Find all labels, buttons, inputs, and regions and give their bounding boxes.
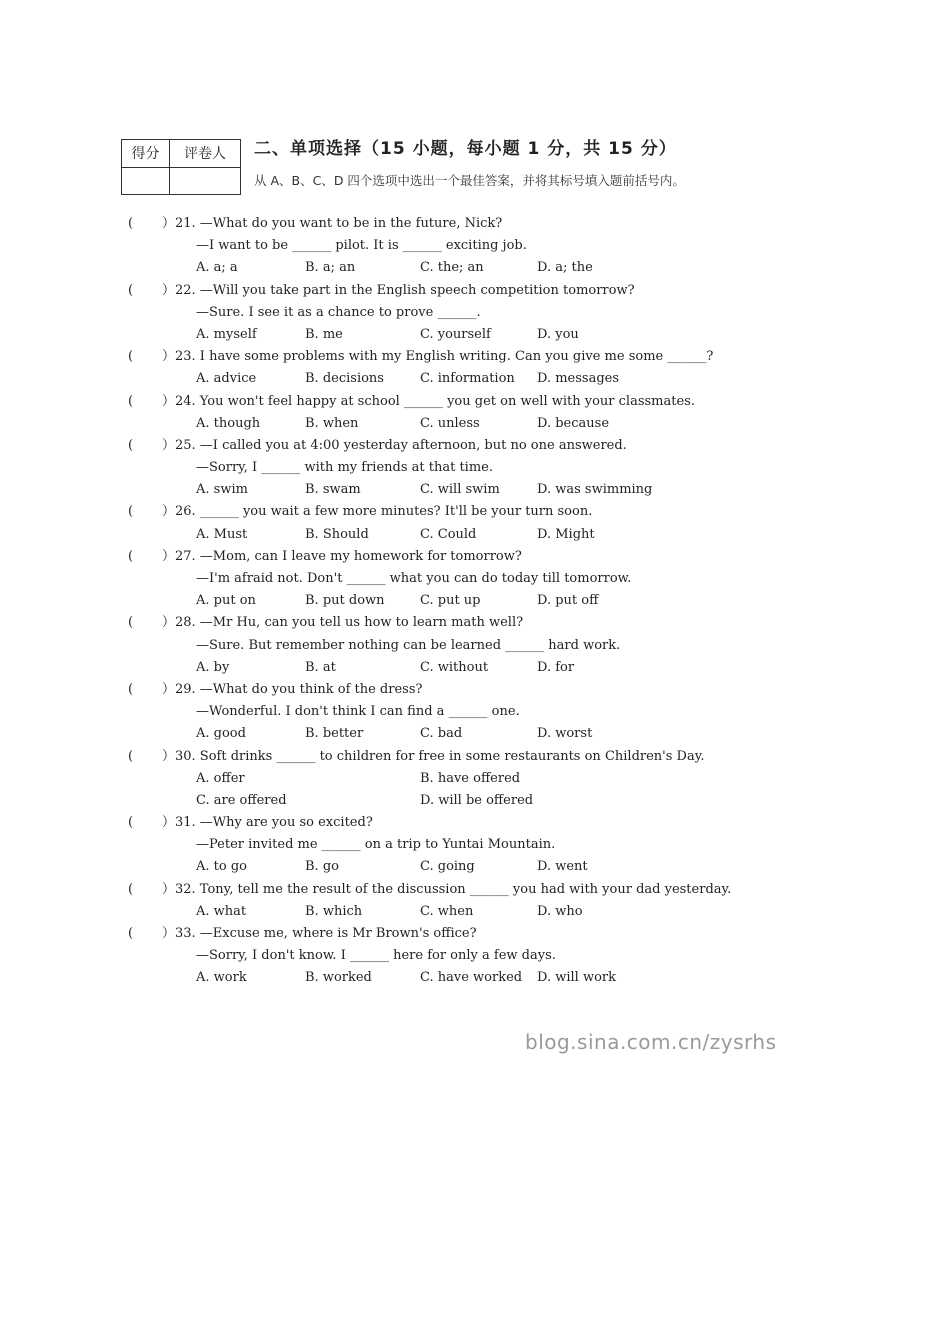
- answer-bracket: (: [128, 504, 134, 520]
- question-reply: [0, 235, 950, 257]
- question-text: ）22. —Will you take part in the English speech competition tomorrow?: [162, 282, 635, 298]
- answer-bracket: (: [128, 349, 134, 365]
- answer-bracket: (: [128, 548, 134, 564]
- question-text: ）32. Tony, tell me the result of the discussion ______ you had with your dad yesterday.: [162, 881, 732, 897]
- answer-option: A. advice: [196, 371, 257, 387]
- answer-option: D. messages: [537, 371, 620, 387]
- answer-option: B. have offered: [420, 770, 521, 786]
- answer-option: C. going: [420, 859, 475, 875]
- answer-option: B. me: [305, 326, 343, 342]
- options-row: [0, 768, 950, 790]
- question-stem: [0, 501, 950, 523]
- watermark: blog.sina.com.cn/zysrhs: [525, 1030, 777, 1054]
- question-item: [0, 679, 950, 746]
- answer-option: A. a; a: [196, 260, 238, 276]
- answer-option: A. offer: [196, 770, 245, 786]
- score-label: 得分: [122, 140, 170, 168]
- question-stem: [0, 546, 950, 568]
- question-item: [0, 213, 950, 280]
- dialogue-line: —Sure. I see it as a chance to prove ______.: [196, 304, 481, 320]
- question-item: [0, 746, 950, 813]
- answer-option: B. which: [305, 903, 363, 919]
- question-stem: [0, 346, 950, 368]
- answer-bracket: (: [128, 748, 134, 764]
- question-stem: [0, 679, 950, 701]
- options-row: [0, 368, 950, 390]
- question-stem: [0, 213, 950, 235]
- score-cell: [122, 167, 170, 195]
- answer-option: D. will work: [537, 970, 617, 986]
- question-list: [0, 213, 950, 990]
- answer-bracket: (: [128, 393, 134, 409]
- answer-option: A. Must: [196, 526, 248, 542]
- grader-label: 评卷人: [169, 140, 240, 168]
- question-text: ）30. Soft drinks ______ to children for free in some restaurants on Children's Day.: [162, 748, 705, 764]
- question-stem: [0, 879, 950, 901]
- section-instructions: 从 A、B、C、D 四个选项中选出一个最佳答案，并将其标号填入题前括号内。: [254, 173, 685, 188]
- question-reply: [0, 701, 950, 723]
- answer-option: A. put on: [196, 593, 256, 609]
- answer-option: A. by: [196, 659, 230, 675]
- answer-bracket: (: [128, 881, 134, 897]
- answer-option: C. information: [420, 371, 515, 387]
- options-row: [0, 790, 950, 812]
- grader-cell: [169, 167, 240, 195]
- options-row: [0, 257, 950, 279]
- answer-option: D. will be offered: [420, 792, 534, 808]
- answer-option: B. Should: [305, 526, 369, 542]
- answer-option: B. decisions: [305, 371, 384, 387]
- answer-option: B. worked: [305, 970, 372, 986]
- question-item: [0, 879, 950, 923]
- answer-option: C. unless: [420, 415, 480, 431]
- answer-option: B. go: [305, 859, 339, 875]
- question-stem: [0, 435, 950, 457]
- question-text: ）27. —Mom, can I leave my homework for tomorrow?: [162, 548, 522, 564]
- answer-option: C. without: [420, 659, 489, 675]
- answer-option: B. put down: [305, 593, 385, 609]
- answer-option: B. a; an: [305, 260, 356, 276]
- answer-option: B. swam: [305, 482, 361, 498]
- question-reply: [0, 834, 950, 856]
- answer-option: C. bad: [420, 726, 463, 742]
- answer-option: A. to go: [196, 859, 247, 875]
- question-stem: [0, 612, 950, 634]
- answer-bracket: (: [128, 282, 134, 298]
- options-row: [0, 723, 950, 745]
- question-stem: [0, 746, 950, 768]
- question-item: [0, 280, 950, 347]
- question-text: ）26. ______ you wait a few more minutes? It'll be your turn soon.: [162, 504, 593, 520]
- question-stem: [0, 280, 950, 302]
- question-reply: [0, 302, 950, 324]
- question-item: [0, 923, 950, 990]
- dialogue-line: —Sorry, I don't know. I ______ here for only a few days.: [196, 948, 556, 964]
- dialogue-line: —I'm afraid not. Don't ______ what you can do today till tomorrow.: [196, 571, 632, 586]
- score-box: [121, 139, 241, 195]
- question-text: ）24. You won't feel happy at school ______ you get on well with your classmates.: [162, 393, 695, 409]
- answer-option: D. you: [537, 326, 579, 342]
- options-row: [0, 413, 950, 435]
- question-text: ）29. —What do you think of the dress?: [162, 681, 423, 697]
- question-item: [0, 546, 950, 613]
- question-text: ）33. —Excuse me, where is Mr Brown's office?: [162, 926, 477, 941]
- options-row: [0, 901, 950, 923]
- answer-option: D. put off: [537, 593, 599, 609]
- answer-option: A. work: [196, 970, 247, 986]
- answer-option: D. went: [537, 859, 588, 875]
- dialogue-line: —Peter invited me ______ on a trip to Yuntai Mountain.: [196, 837, 556, 853]
- question-reply: [0, 945, 950, 967]
- question-text: ）25. —I called you at 4:00 yesterday afternoon, but no one answered.: [162, 437, 627, 453]
- question-text: ）28. —Mr Hu, can you tell us how to learn math well?: [162, 615, 524, 631]
- question-reply: [0, 457, 950, 479]
- answer-bracket: (: [128, 615, 134, 631]
- dialogue-line: —Wonderful. I don't think I can find a ______ one.: [196, 704, 520, 720]
- answer-option: A. though: [196, 415, 261, 431]
- question-text: ）21. —What do you want to be in the future, Nick?: [162, 216, 503, 231]
- answer-option: D. because: [537, 415, 610, 431]
- question-item: [0, 391, 950, 435]
- answer-option: A. good: [196, 726, 246, 742]
- section-title: 二、单项选择（15 小题，每小题 1 分，共 15 分）: [254, 139, 677, 159]
- options-row: [0, 479, 950, 501]
- answer-option: C. are offered: [196, 792, 287, 808]
- answer-option: C. the; an: [420, 260, 484, 276]
- question-reply: [0, 635, 950, 657]
- answer-option: A. what: [196, 903, 247, 919]
- options-row: [0, 524, 950, 546]
- question-item: [0, 435, 950, 502]
- dialogue-line: —Sorry, I ______ with my friends at that time.: [196, 460, 493, 476]
- answer-bracket: (: [128, 926, 134, 941]
- dialogue-line: —Sure. But remember nothing can be learned ______ hard work.: [196, 637, 621, 653]
- options-row: [0, 967, 950, 989]
- answer-option: B. better: [305, 726, 364, 742]
- question-stem: [0, 923, 950, 945]
- answer-option: B. when: [305, 415, 359, 431]
- answer-option: B. at: [305, 659, 336, 675]
- answer-option: A. swim: [196, 482, 248, 498]
- answer-option: D. who: [537, 903, 583, 919]
- answer-option: C. have worked: [420, 970, 523, 986]
- answer-option: A. myself: [196, 326, 257, 342]
- answer-option: C. put up: [420, 593, 481, 609]
- answer-bracket: (: [128, 815, 134, 831]
- answer-bracket: (: [128, 437, 134, 453]
- answer-option: D. Might: [537, 526, 595, 542]
- question-reply: [0, 568, 950, 590]
- question-item: [0, 346, 950, 390]
- answer-option: D. a; the: [537, 260, 593, 276]
- options-row: [0, 657, 950, 679]
- answer-option: D. worst: [537, 726, 593, 742]
- answer-option: D. was swimming: [537, 482, 653, 498]
- answer-option: C. yourself: [420, 326, 491, 342]
- question-item: [0, 501, 950, 545]
- answer-option: D. for: [537, 659, 575, 675]
- question-stem: [0, 391, 950, 413]
- question-text: ）23. I have some problems with my English writing. Can you give me some ______?: [162, 349, 714, 365]
- answer-option: C. when: [420, 903, 474, 919]
- options-row: [0, 856, 950, 878]
- answer-option: C. will swim: [420, 482, 500, 498]
- answer-bracket: (: [128, 681, 134, 697]
- answer-bracket: (: [128, 216, 134, 231]
- dialogue-line: —I want to be ______ pilot. It is ______ exciting job.: [196, 238, 527, 254]
- options-row: [0, 324, 950, 346]
- answer-option: C. Could: [420, 526, 477, 542]
- question-item: [0, 812, 950, 879]
- question-stem: [0, 812, 950, 834]
- options-row: [0, 590, 950, 612]
- question-text: ）31. —Why are you so excited?: [162, 815, 373, 831]
- question-item: [0, 612, 950, 679]
